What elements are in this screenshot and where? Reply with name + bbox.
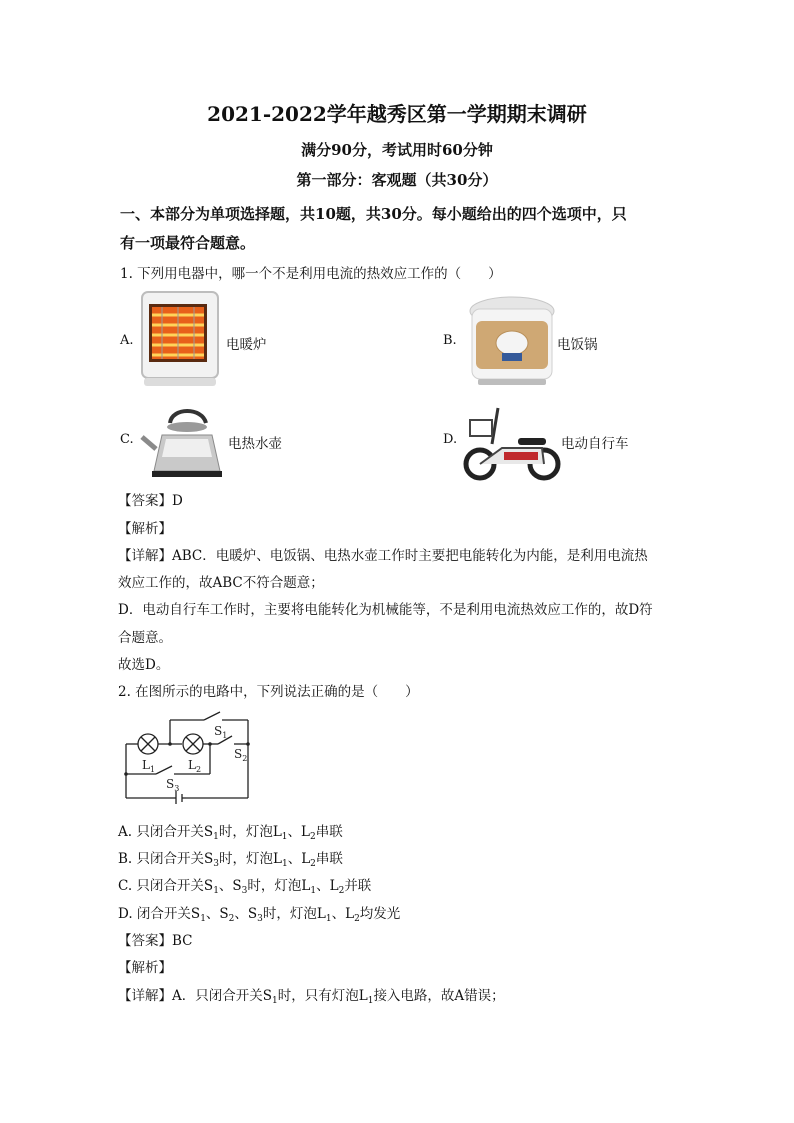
s1-label: $S_1$	[214, 724, 228, 740]
q1-option-d-label: 电动自行车	[561, 436, 629, 452]
l2-label: $L_2$	[188, 758, 202, 774]
q1-option-d-letter: D.	[443, 432, 458, 447]
q1-conclusion: 故选D。	[118, 657, 170, 673]
circuit-diagram	[120, 708, 260, 804]
q2-stem: 2. 在图所示的电路中，下列说法正确的是（ ）	[118, 684, 419, 700]
q1-option-c-label: 电热水壶	[228, 436, 282, 452]
q1-option-a-label: 电暖炉	[226, 337, 267, 353]
e-bike-icon	[462, 404, 562, 482]
q2-option-a: A. 只闭合开关$S_1$时，灯泡$L_1$、$L_2$串联	[118, 824, 343, 842]
q1-option-b-letter: B.	[443, 333, 457, 348]
q1-detail-line1: 【详解】ABC．电暖炉、电饭锅、电热水壶工作时主要把电能转化为内能，是利用电流热	[118, 548, 648, 564]
q2-detail: 【详解】A．只闭合开关$S_1$时，只有灯泡$L_1$接入电路，故A错误；	[118, 988, 505, 1006]
q1-detail-line4: 合题意。	[118, 630, 172, 646]
q2-option-c: C. 只闭合开关$S_1$、$S_3$时，灯泡$L_1$、$L_2$并联	[118, 878, 372, 896]
section-heading	[120, 200, 680, 258]
q1-answer: 【答案】D	[118, 493, 183, 509]
part-heading: 第一部分：客观题（共30分）	[296, 171, 498, 189]
kettle-icon	[140, 401, 232, 481]
q1-option-b-label: 电饭锅	[557, 337, 598, 353]
section-heading-line2: 有一项最符合题意。	[120, 234, 256, 252]
exam-info: 满分90分，考试用时60分钟	[301, 141, 493, 159]
q2-option-b: B. 只闭合开关$S_3$时，灯泡$L_1$、$L_2$串联	[118, 851, 343, 869]
q2-option-d: D. 闭合开关$S_1$、$S_2$、$S_3$时，灯泡$L_1$、$L_2$均发光	[118, 906, 401, 924]
q1-detail-line2: 效应工作的，故ABC不符合题意；	[118, 575, 324, 591]
s3-label: $S_3$	[166, 777, 180, 793]
rice-cooker-icon	[466, 293, 558, 389]
s2-label: $S_2$	[234, 747, 248, 763]
q2-answer: 【答案】BC	[118, 933, 193, 949]
q1-option-a-letter: A.	[120, 333, 134, 348]
q1-stem: 1. 下列用电器中，哪一个不是利用电流的热效应工作的（ ）	[120, 266, 502, 282]
q1-option-c-letter: C.	[120, 432, 134, 447]
q1-detail-line3: D．电动自行车工作时，主要将电能转化为机械能等，不是利用电流热效应工作的，故D符	[118, 602, 653, 618]
q1-analysis: 【解析】	[118, 521, 172, 537]
heater-icon	[138, 288, 222, 388]
q2-analysis: 【解析】	[118, 960, 172, 976]
l1-label: $L_1$	[142, 758, 156, 774]
section-heading-line1: 一、本部分为单项选择题，共10题，共30分。每小题给出的四个选项中，只	[120, 205, 627, 223]
page-title: 2021-2022学年越秀区第一学期期末调研	[207, 102, 587, 126]
